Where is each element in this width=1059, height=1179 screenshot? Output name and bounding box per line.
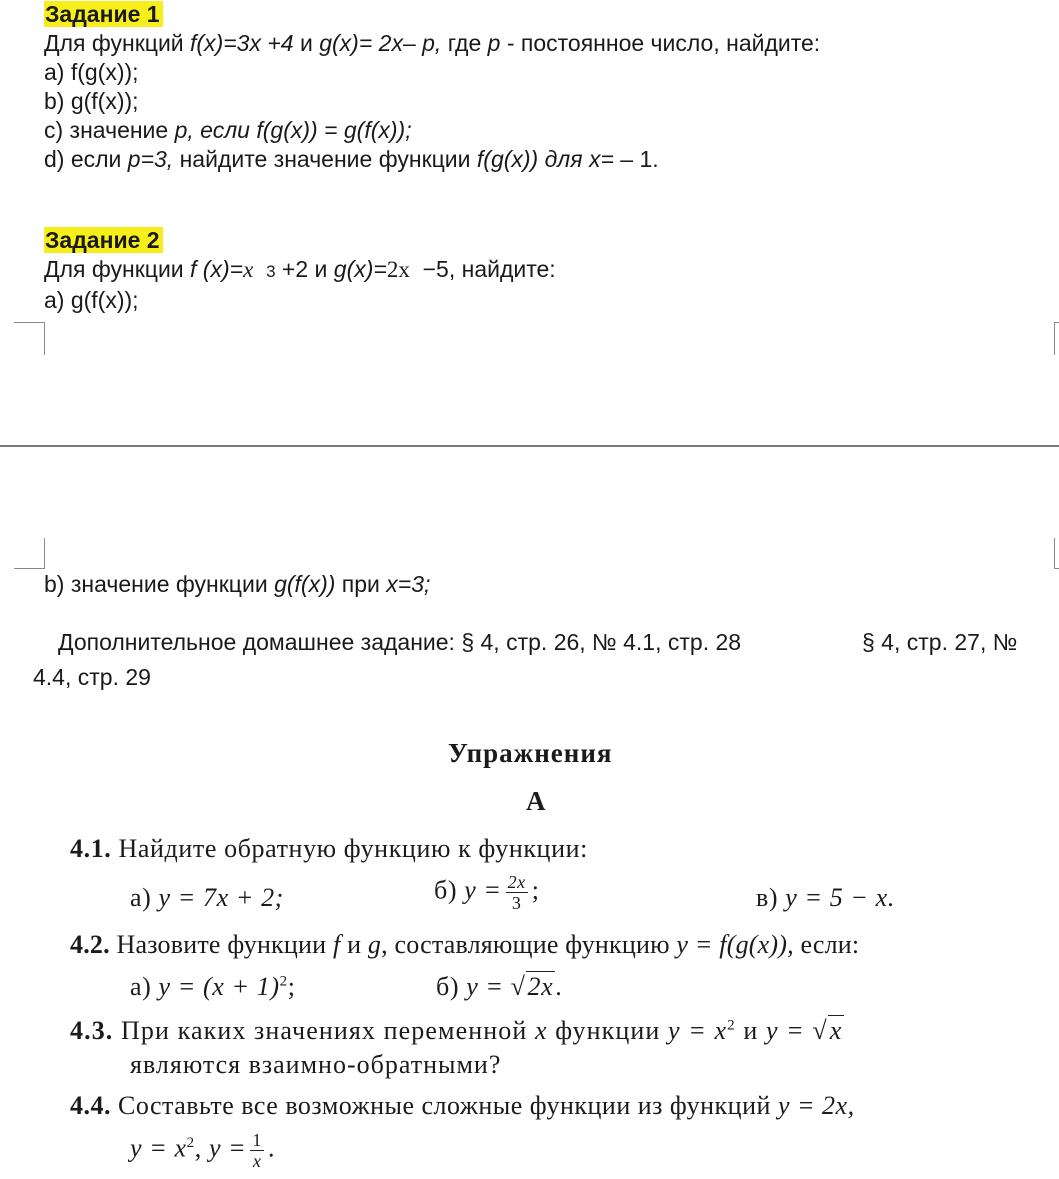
exercise-4-4-number: 4.4.: [70, 1091, 111, 1120]
task1-intro-text: Для функций: [44, 30, 191, 56]
page-corner-mark-bottom-left: [14, 538, 45, 569]
task1-fx: f(x)=3x +4: [190, 30, 294, 56]
page-corner-mark-top-left: [14, 322, 45, 355]
task2-title-highlight: Задание 2: [44, 227, 163, 253]
exercises-section-label: А: [526, 786, 546, 816]
exercise-4-1-number: 4.1.: [70, 834, 112, 863]
exercise-4-2-text: Назовите функции: [116, 930, 333, 959]
task2-item-a: a) g(f(x));: [44, 287, 139, 313]
exercise-4-3-text-b: функции: [547, 1016, 668, 1045]
homework-line2: 4.4, стр. 29: [33, 664, 151, 690]
exercise-4-2-and: и: [340, 930, 368, 959]
task1-title: [44, 0, 820, 29]
exercise-4-2: [70, 930, 859, 960]
task1-item-b: b) g(f(x));: [44, 88, 139, 114]
fraction-denominator: x: [252, 1151, 262, 1171]
exercise-4-3-exp: 2: [727, 1017, 736, 1034]
task1-d-p: p=3,: [127, 146, 174, 172]
fraction-numerator: 1: [252, 1130, 262, 1150]
exercise-4-1-c: [756, 883, 895, 913]
exercise-4-2-b: [436, 972, 562, 1002]
exercise-4-2-a-end: ;: [287, 972, 296, 1001]
exercise-4-3-x: x: [534, 1016, 548, 1045]
task1-item-d: [44, 145, 820, 174]
homework-line1-left: Дополнительное домашнее задание: § 4, стр. 26, № 4.1, стр. 28: [58, 629, 742, 655]
exercise-4-1-c-label: в): [756, 883, 786, 912]
exercise-4-4-sep: ,: [194, 1133, 209, 1163]
exercise-4-2-b-end: .: [555, 972, 563, 1001]
exercise-4-3-text: При каких значениях переменной: [121, 1016, 535, 1045]
exercise-4-1: [70, 834, 588, 864]
exercise-4-1-c-expr: y = 5 − x.: [785, 883, 895, 912]
task2-exp: 3: [266, 262, 276, 281]
exercise-4-3-and: и: [735, 1016, 766, 1045]
task1-intro: [44, 29, 820, 58]
task1-item-c: [44, 116, 820, 145]
task1-d-label: d) если: [44, 146, 128, 172]
exercise-4-3: [70, 1016, 844, 1046]
task2-intro-rest: −5, найдите:: [416, 256, 556, 282]
exercise-4-4-y1: y = 2x,: [777, 1091, 855, 1120]
task2-2x: 2x: [386, 257, 410, 282]
exercise-4-1-b: [434, 872, 540, 913]
exercise-4-1-b-end: ;: [531, 875, 540, 905]
exercises-heading: Упражнения: [448, 738, 613, 768]
task1-d-end: – 1.: [613, 146, 659, 172]
task2-intro: [44, 255, 556, 286]
exercise-4-1-b-y: y =: [464, 875, 502, 905]
task1-d-expr: f(g(x)) для x=: [476, 146, 614, 172]
exercise-4-4: [70, 1091, 855, 1121]
homework-line1-right: § 4, стр. 27, №: [862, 629, 1018, 655]
exercise-4-4-y3: y =: [208, 1133, 247, 1163]
task2-gx: g(x)=: [333, 256, 387, 282]
exercise-4-3-radicand: x: [829, 1016, 843, 1045]
exercise-4-2-b-label: б): [436, 972, 467, 1001]
exercise-4-2-a-expr: y = (x + 1): [158, 972, 280, 1001]
exercise-4-4-line2: [130, 1130, 275, 1171]
task2-title: [44, 226, 556, 255]
task2-intro-text: Для функции: [44, 256, 191, 282]
task1-intro-rest: - постоянное число, найдите:: [500, 30, 821, 56]
task1-gx: g(x)= 2x– p,: [319, 30, 442, 56]
task1-item-a: a) f(g(x));: [44, 59, 139, 85]
exercise-4-1-b-label: б): [434, 875, 465, 905]
exercise-4-1-a-expr: y = 7x + 2;: [158, 883, 284, 912]
exercise-4-2-b-radicand: 2x: [527, 972, 554, 1001]
task2-block: [44, 226, 556, 315]
exercise-4-2-f: f: [332, 930, 341, 959]
exercise-4-1-a: [130, 883, 284, 913]
task2-b-label: b) значение функции: [44, 571, 275, 597]
exercise-4-2-a-label: а): [130, 972, 159, 1001]
exercise-4-4-y2: y = x: [130, 1133, 187, 1163]
exercise-4-3-y2: y = √: [765, 1016, 828, 1045]
exercise-4-2-a-exp: 2: [279, 973, 288, 990]
exercise-4-4-end: .: [267, 1133, 276, 1163]
exercise-4-1-b-fraction: [506, 872, 528, 913]
task2-item-b: [44, 570, 430, 599]
exercise-4-2-number: 4.2.: [70, 930, 110, 959]
exercise-4-2-text-c: если:: [793, 930, 860, 959]
task1-where: где: [441, 30, 488, 56]
exercise-4-3-number: 4.3.: [70, 1016, 114, 1045]
task1-d-mid: найдите значение функции: [173, 146, 477, 172]
exercise-4-3-y1: y = x: [667, 1016, 728, 1045]
exercise-4-1-a-label: а): [130, 883, 159, 912]
task1-block: [44, 0, 820, 174]
fraction-numerator: 2x: [507, 872, 526, 892]
exercise-4-3-line2: являются взаимно-обратными?: [130, 1050, 502, 1079]
task1-c-expr: p, если f(g(x)) = g(f(x));: [174, 117, 412, 143]
task1-title-highlight: Задание 1: [44, 1, 163, 27]
task2-plus: +2 и: [275, 256, 334, 282]
task1-and: и: [293, 30, 320, 56]
task1-c-label: c) значение: [44, 117, 175, 143]
fraction-denominator: 3: [511, 893, 522, 913]
exercise-4-4-fraction: [250, 1130, 264, 1171]
exercise-4-2-expr: y = f(g(x)),: [676, 930, 794, 959]
task2-x: x: [243, 257, 254, 282]
exercise-4-4-text: Составьте все возможные сложные функции из функций: [118, 1091, 778, 1120]
exercise-4-2-g: g: [367, 930, 382, 959]
page-corner-mark-top-right: [1054, 322, 1059, 355]
exercise-4-2-text-b: , составляющие функцию: [381, 930, 677, 959]
task2-b-expr: g(f(x)): [274, 571, 336, 597]
exercise-4-4-exp: 2: [186, 1134, 195, 1151]
exercise-4-2-a: [130, 972, 296, 1002]
exercise-4-2-b-y: y = √: [466, 972, 526, 1001]
page-corner-mark-bottom-right: [1054, 538, 1059, 569]
task2-fx: f (x)=: [190, 256, 244, 282]
page-break-divider: [0, 445, 1059, 447]
exercise-4-1-text: Найдите обратную функцию к функции:: [118, 834, 588, 863]
task2-b-x: x=3;: [386, 571, 431, 597]
task1-p: p: [487, 30, 501, 56]
task2-b-mid: при: [335, 571, 387, 597]
